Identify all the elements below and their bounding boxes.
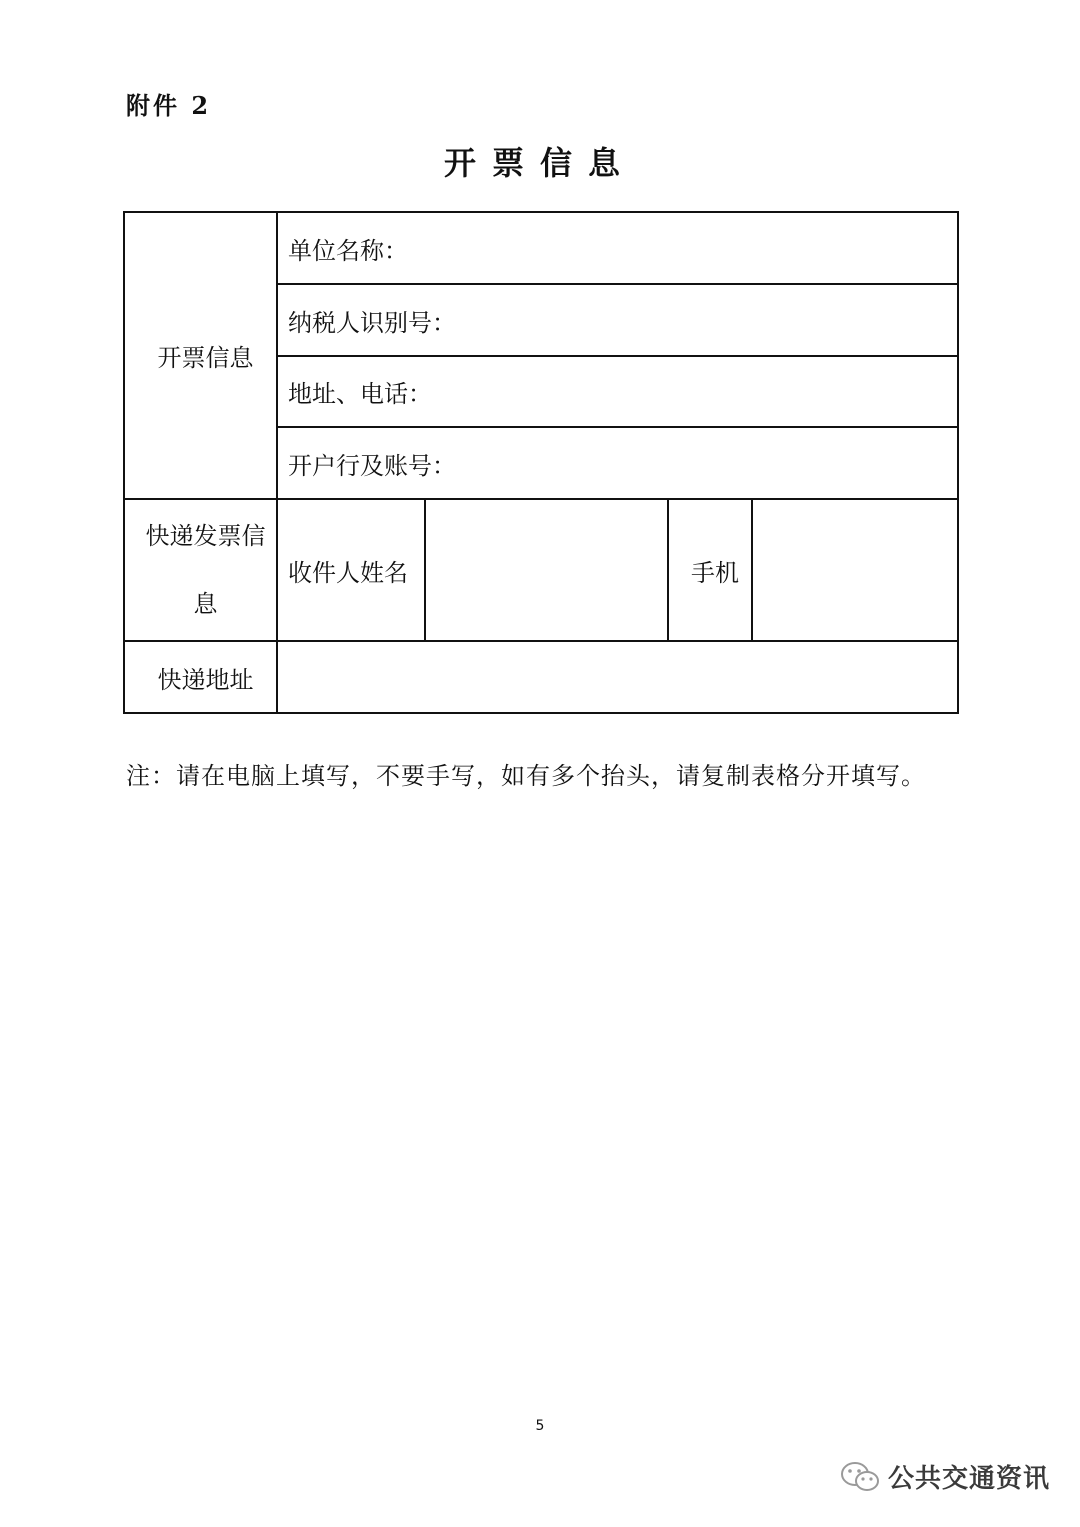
invoice-table: [123, 211, 959, 714]
taxpayer-id-field[interactable]: 纳税人识别号：: [277, 284, 958, 356]
page-number: 5: [535, 1418, 545, 1434]
wechat-icon: [840, 1460, 880, 1494]
note-text: 注：请在电脑上填写，不要手写，如有多个抬头，请复制表格分开填写。: [126, 762, 926, 790]
mobile-label: 手机: [668, 499, 752, 641]
unit-name-field[interactable]: 单位名称：: [277, 212, 958, 284]
watermark-text: 公共交通资讯: [888, 1464, 1051, 1494]
recipient-name-label: 收件人姓名: [277, 499, 425, 641]
express-address-field[interactable]: [277, 641, 958, 713]
page-title: 开票信息: [443, 144, 636, 182]
express-section-label: [124, 499, 277, 641]
express-address-label: 快递地址: [124, 641, 277, 713]
watermark: [840, 1458, 1050, 1495]
bank-account-field[interactable]: 开户行及账号：: [277, 427, 958, 499]
invoice-section-label: 开票信息: [124, 212, 277, 499]
express-section-label-line2: 息: [193, 590, 218, 618]
mobile-field[interactable]: [752, 499, 958, 641]
attachment-label: 附件 2: [126, 91, 212, 120]
address-phone-field[interactable]: 地址、电话：: [277, 356, 958, 427]
express-section-label-line1: 快递发票信: [145, 522, 266, 550]
recipient-name-field[interactable]: [425, 499, 668, 641]
